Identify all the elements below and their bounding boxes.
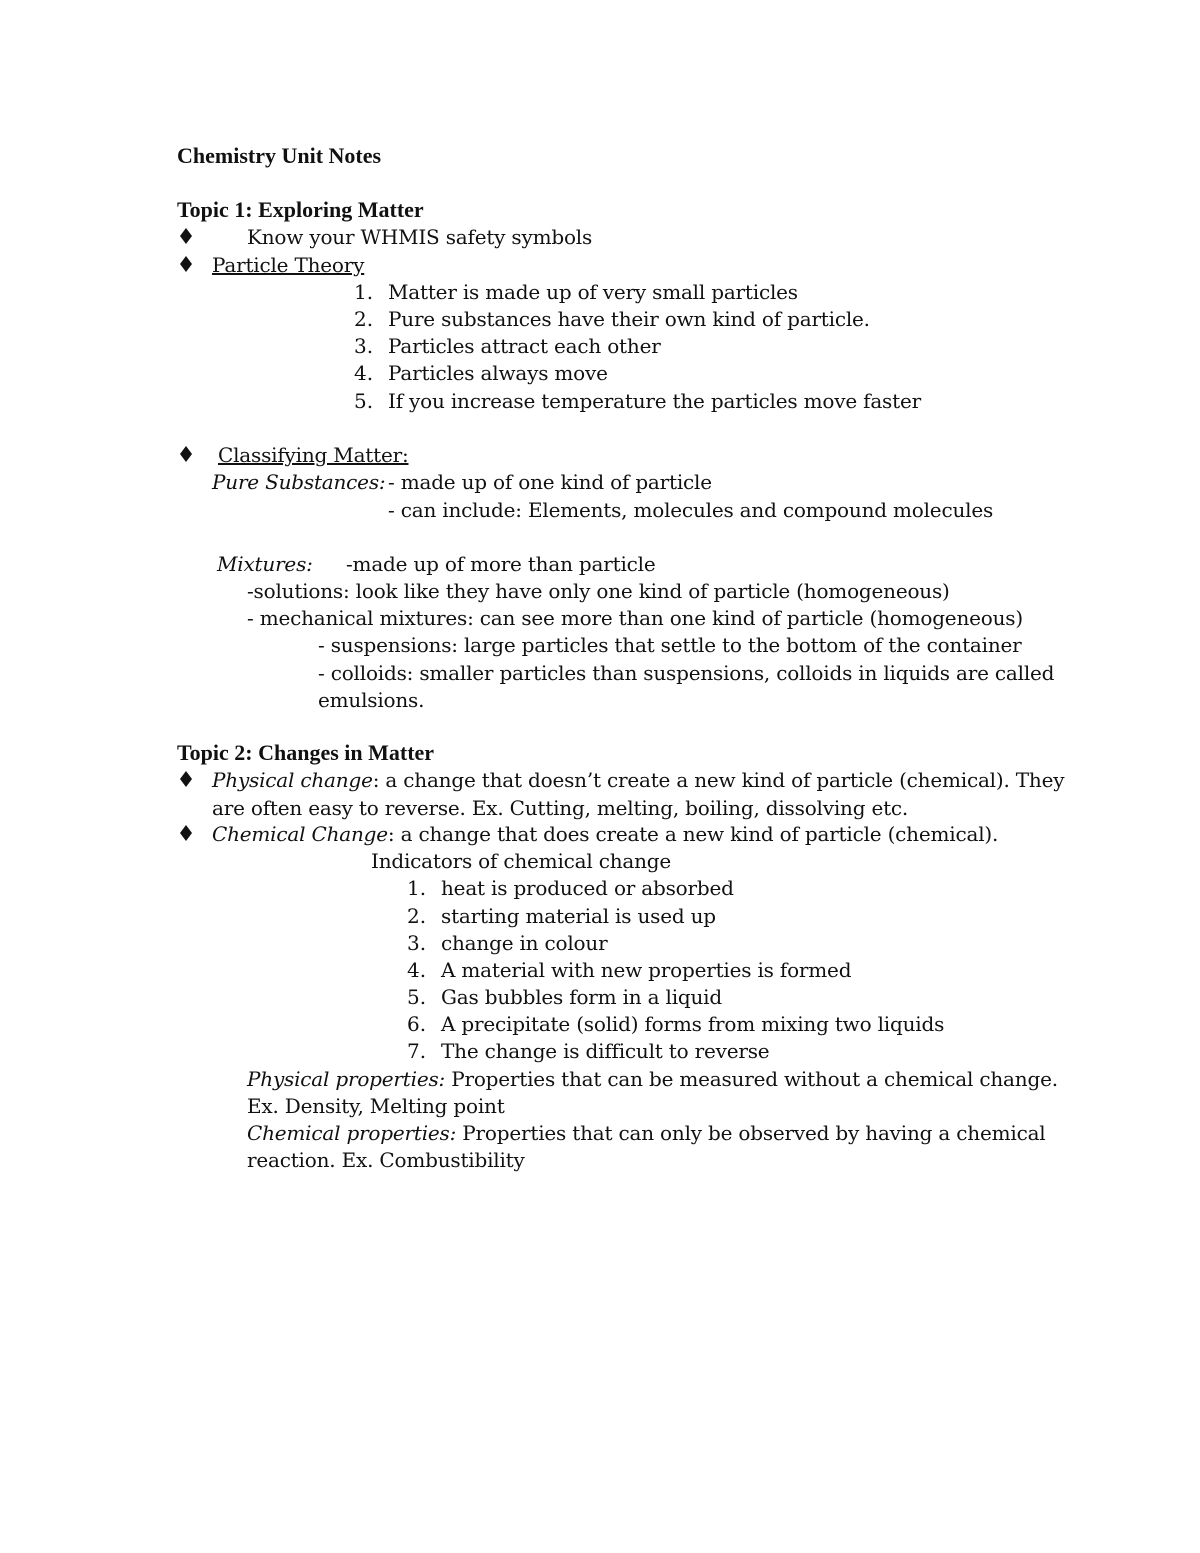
diamond-bullet-icon (180, 228, 192, 244)
list-number: 5. (407, 985, 427, 1009)
chemical-properties-text: Properties that can only be observed by having a chemical (456, 1121, 1046, 1145)
solutions-line: -solutions: look like they have only one kind of particle (homogeneous) (247, 579, 950, 603)
list-item: Particles attract each other (388, 334, 661, 358)
physical-change-text: : a change that doesn’t create a new kind of particle (chemical). They (372, 768, 1065, 792)
list-number: 6. (407, 1012, 427, 1036)
list-number: 2. (354, 307, 374, 331)
physical-properties-line (247, 1066, 1058, 1092)
particle-theory-label: Particle Theory (212, 253, 365, 277)
list-number: 1. (407, 876, 427, 900)
list-number: 7. (407, 1039, 427, 1063)
list-item: A material with new properties is formed (441, 958, 852, 982)
physical-properties-text: Properties that can be measured without a chemical change. (445, 1067, 1058, 1091)
chemical-properties-line (247, 1120, 1046, 1146)
suspensions-line: - suspensions: large particles that settle to the bottom of the container (318, 633, 1022, 657)
physical-properties-example: Ex. Density, Melting point (247, 1094, 505, 1118)
chemical-change-text: : a change that does create a new kind of particle (chemical). (387, 822, 999, 846)
list-item: The change is difficult to reverse (441, 1039, 770, 1063)
physical-change-item (212, 767, 1064, 793)
chemical-properties-label: Chemical properties: (247, 1121, 457, 1145)
chemical-change-item (212, 821, 998, 847)
chemical-change-label: Chemical Change (212, 822, 388, 846)
mixtures-label: Mixtures: (217, 552, 313, 576)
list-number: 3. (354, 334, 374, 358)
list-item: Pure substances have their own kind of particle. (388, 307, 870, 331)
diamond-bullet-icon (180, 771, 192, 787)
classifying-matter-label: Classifying Matter: (218, 443, 409, 467)
list-number: 4. (407, 958, 427, 982)
list-item: Gas bubbles form in a liquid (441, 985, 722, 1009)
indicators-heading: Indicators of chemical change (371, 849, 672, 873)
diamond-bullet-icon (180, 446, 192, 462)
list-number: 1. (354, 280, 374, 304)
colloids-line: - colloids: smaller particles than suspensions, colloids in liquids are called (318, 661, 1055, 685)
list-number: 3. (407, 931, 427, 955)
topic2-heading: Topic 2: Changes in Matter (177, 740, 435, 765)
list-item: heat is produced or absorbed (441, 876, 734, 900)
whmis-item: Know your WHMIS safety symbols (247, 225, 593, 249)
list-item: change in colour (441, 931, 608, 955)
diamond-bullet-icon (180, 256, 192, 272)
list-number: 2. (407, 904, 427, 928)
pure-substances-label: Pure Substances: (212, 470, 386, 494)
chemical-properties-example: reaction. Ex. Combustibility (247, 1148, 525, 1172)
mechanical-mixtures-line: - mechanical mixtures: can see more than one kind of particle (homogeneous) (247, 606, 1023, 630)
physical-properties-label: Physical properties: (247, 1067, 446, 1091)
list-number: 5. (354, 389, 374, 413)
list-item: Particles always move (388, 361, 608, 385)
colloids-line-cont: emulsions. (318, 688, 425, 712)
diamond-bullet-icon (180, 825, 192, 841)
pure-substances-line2: - can include: Elements, molecules and compound molecules (388, 498, 994, 522)
pure-substances-line1: - made up of one kind of particle (388, 470, 712, 494)
topic1-heading: Topic 1: Exploring Matter (177, 197, 424, 222)
list-item: Matter is made up of very small particles (388, 280, 798, 304)
physical-change-label: Physical change (212, 768, 373, 792)
mixtures-line1: -made up of more than particle (346, 552, 656, 576)
list-item: A precipitate (solid) forms from mixing two liquids (441, 1012, 945, 1036)
physical-change-text-cont: are often easy to reverse. Ex. Cutting, melting, boiling, dissolving etc. (212, 796, 909, 820)
list-item: If you increase temperature the particles move faster (388, 389, 921, 413)
page-title: Chemistry Unit Notes (177, 143, 382, 168)
list-item: starting material is used up (441, 904, 716, 928)
list-number: 4. (354, 361, 374, 385)
